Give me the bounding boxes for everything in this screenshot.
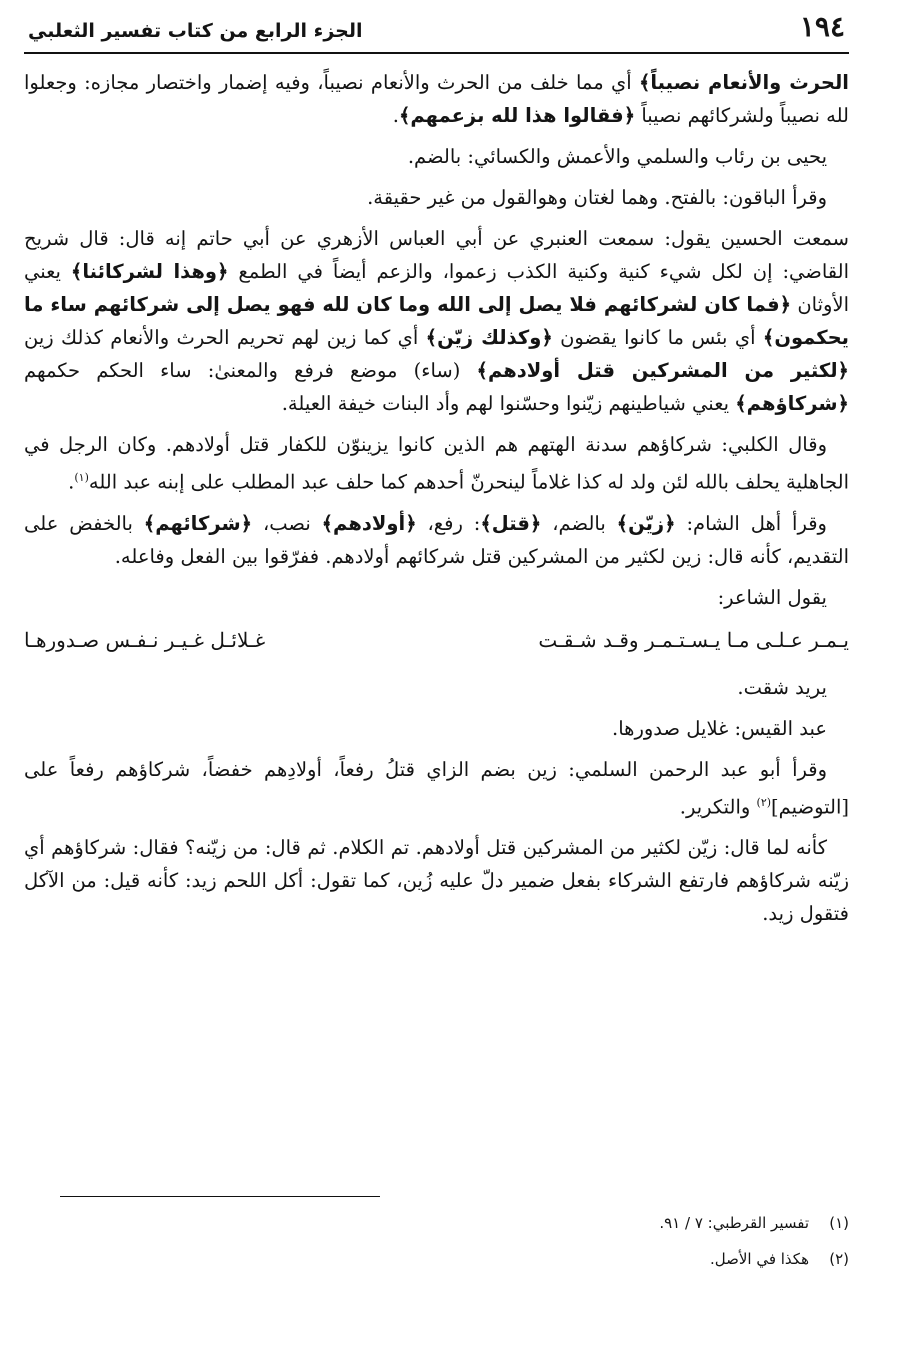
quran-quote: الحرث والأنعام نصيباً﴾ — [638, 71, 849, 94]
footnote-ref[interactable]: (٢) — [756, 795, 772, 809]
text-run: يعني شياطينهم زيّنوا وحسّنوا لهم وأد البنات خيفة العيلة. — [281, 392, 736, 415]
footnote-number: (١) — [829, 1214, 849, 1232]
text-run: سمعت الحسين يقول: سمعت العنبري عن أبي العباس الأزهري عن أبي حاتم إنه قال: قال شريح القاضي: إن لكل شيء كنية وكنية الكذب زعموا، والزعم أيضاً في الطمع — [24, 227, 850, 283]
text-run: وقال الكلبي: شركاؤهم سدنة الهتهم هم الذين كانوا يزينوّن للكفار قتل أولادهم. وكان الرجل في الجاهلية يحلف بالله لئن ولد له كذا غلاماً لينحرنّ أحدهم كما حلف عبد المطلب على إبنه عبد الله — [24, 433, 849, 494]
paragraph: عبد القيس: غلايل صدورها. — [612, 716, 827, 740]
quran-quote: ﴿فما كان لشركائهم فلا يصل إلى الله وما كان لله فهو يصل إلى شركائهم ساء ما يحكمون﴾ — [24, 293, 849, 349]
page-header — [24, 8, 849, 58]
text-run: يعني الأوثان — [24, 260, 849, 316]
text-run: والتكرير. — [679, 795, 757, 818]
page-number: ١٩٤ — [799, 10, 845, 43]
poetry-verse — [24, 624, 849, 657]
verse-second-hemistich: غـلائـل غـيـر نـفـس صـدورهـا — [24, 627, 266, 652]
paragraph: وقرأ الباقون: بالفتح. وهما لغتان وهوالقول من غير حقيقة. — [367, 186, 827, 209]
text-run: وقرأ أهل الشام: — [675, 511, 827, 535]
text-run: بالخفض على التقديم، كأنه قال: زين لكثير من المشركين قتل شركائهم أولادهم. ففرّقوا بين الفعل وفاعله. — [24, 511, 849, 568]
footnote-ref[interactable]: (١) — [74, 471, 89, 484]
text-run: بالضم، — [541, 511, 617, 535]
footnote-number: (٢) — [829, 1250, 849, 1268]
footnotes — [24, 1205, 849, 1277]
footnote-rule — [60, 1196, 380, 1197]
text-run: وقرأ أبو عبد الرحمن السلمي: زين بضم الزاي قتلُ رفعاً، أولادِهم خفضاً، شركاؤهم رفعاً على [التوضيم] — [24, 757, 849, 818]
quran-quote: ﴿فقالوا هذا لله بزعمهم﴾ — [398, 104, 636, 127]
quran-quote: ﴿وكذلك زيّن﴾ — [425, 326, 553, 349]
text-run: . — [68, 470, 75, 494]
quran-quote: ﴿قتل﴾ — [480, 511, 542, 535]
body-text — [24, 66, 849, 938]
footnote — [24, 1241, 849, 1277]
paragraph — [24, 66, 849, 132]
paragraph: كأنه لما قال: زيّن لكثير من المشركين قتل أولادهم. تم الكلام. ثم قال: من زيّنه؟ فقال: شركاؤهم أي زيّنه شركاؤهم فارتفع الشركاء بفعل ضمير دلّ عليه زُين، كما تقول: أكل اللحم زيد: كأنه قيل: من الآكل فتقول زيد. — [24, 836, 849, 925]
text-run: (ساء) موضع فرفع والمعنىٰ: ساء الحكم حكمهم — [24, 359, 477, 382]
quran-quote: ﴿أولادهم﴾ — [321, 511, 417, 535]
text-run: أي كما زين لهم تحريم الحرث والأنعام كذلك زين — [24, 326, 426, 349]
paragraph: يحيى بن رئاب والسلمي والأعمش والكسائي: بالضم. — [407, 145, 827, 168]
paragraph — [24, 507, 849, 573]
quran-quote: ﴿زيّن﴾ — [616, 511, 676, 535]
text-run: : رفع، — [416, 511, 481, 535]
footnote — [24, 1205, 849, 1241]
paragraph — [24, 753, 849, 824]
paragraph: يريد شقت. — [737, 675, 827, 699]
footnote-text: هكذا في الأصل. — [709, 1250, 809, 1268]
quran-quote: ﴿وهذا لشركائنا﴾ — [70, 260, 229, 283]
paragraph — [24, 222, 849, 420]
paragraph — [24, 428, 849, 499]
text-run: نصب، — [252, 511, 322, 535]
text-run: أي بئس ما كانوا يقضون — [552, 326, 763, 349]
running-head: الجزء الرابع من كتاب تفسير الثعلبي — [28, 20, 363, 42]
quran-quote: ﴿شركائهم﴾ — [143, 511, 253, 535]
text-run: . — [392, 104, 399, 127]
quran-quote: ﴿شركاؤهم﴾ — [735, 392, 849, 415]
header-rule — [24, 52, 849, 54]
quran-quote: ﴿لكثير من المشركين قتل أولادهم﴾ — [476, 359, 849, 382]
text-run: أي مما خلف من الحرث والأنعام نصيباً، وفيه إضمار واختصار مجازه: وجعلوا لله نصيباً ولشركائهم نصيباً — [24, 71, 849, 127]
paragraph: يقول الشاعر: — [717, 585, 827, 609]
footnote-text: تفسير القرطبي: ٧ / ٩١. — [659, 1214, 809, 1232]
verse-first-hemistich: يـمـر عـلـى مـا يـسـتـمـر وقـد شـقـت — [538, 627, 849, 652]
